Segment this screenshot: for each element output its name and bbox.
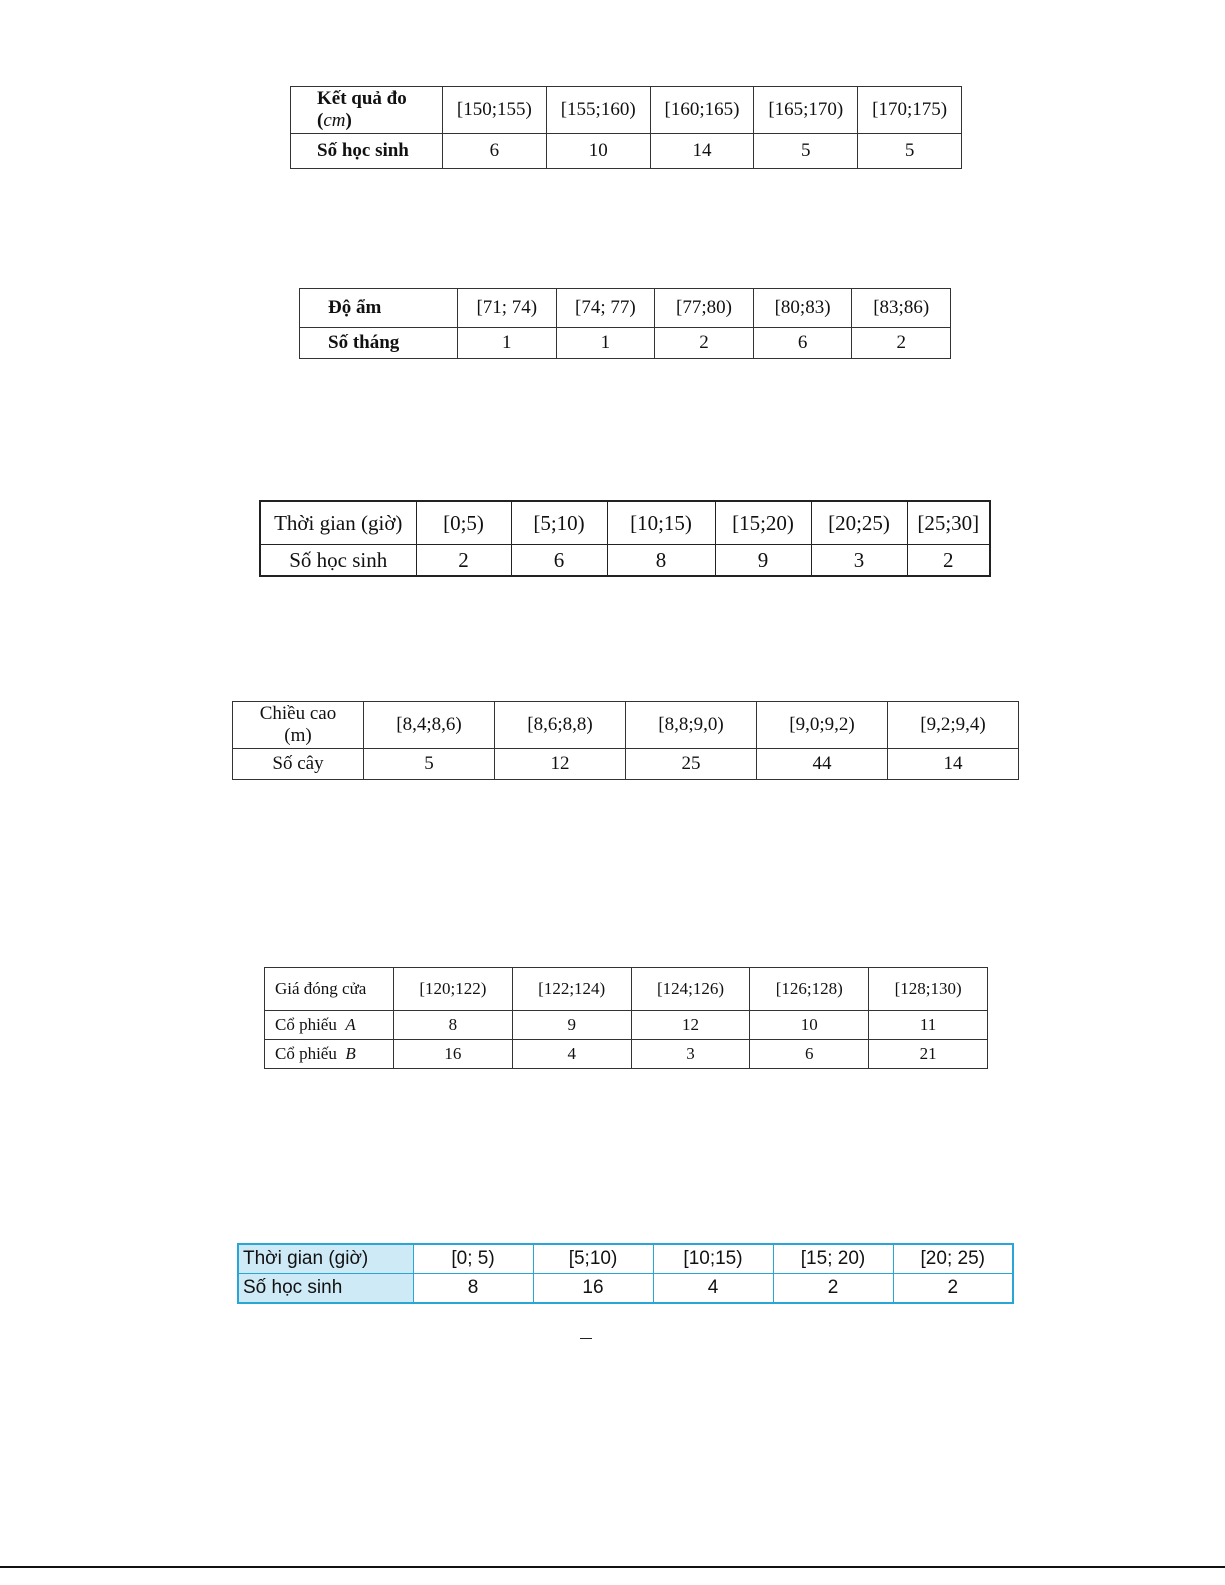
dash-mark <box>580 1338 592 1339</box>
row-header: Chiều cao (m) <box>233 702 364 749</box>
table-cell: [20;25) <box>811 501 907 545</box>
table-row <box>300 289 951 328</box>
table-stock-prices <box>264 967 988 1069</box>
table-cell: 1 <box>556 328 655 359</box>
table-cell: [20; 25) <box>893 1244 1013 1274</box>
table-cell: [165;170) <box>754 87 858 134</box>
table-cell: [5;10) <box>511 501 607 545</box>
table-cell: [124;126) <box>631 968 750 1011</box>
table-humidity <box>299 288 951 359</box>
row-header: Số học sinh <box>238 1274 413 1304</box>
table-cell: [0; 5) <box>413 1244 533 1274</box>
table-row <box>233 749 1019 780</box>
table-cell: 9 <box>715 545 811 577</box>
table-cell: 2 <box>852 328 951 359</box>
table-cell: [10;15) <box>607 501 715 545</box>
table-cell: 10 <box>546 134 650 169</box>
table-cell: [15; 20) <box>773 1244 893 1274</box>
table-row <box>265 1040 988 1069</box>
table-cell: 21 <box>869 1040 988 1069</box>
row-header: Số cây <box>233 749 364 780</box>
table-cell: [5;10) <box>533 1244 653 1274</box>
table-cell: 3 <box>631 1040 750 1069</box>
table-cell: [155;160) <box>546 87 650 134</box>
table-cell: 6 <box>753 328 852 359</box>
table-cell: 6 <box>443 134 547 169</box>
row-header: Số tháng <box>300 328 458 359</box>
table-cell: 44 <box>757 749 888 780</box>
table-cell: 14 <box>888 749 1019 780</box>
table-cell: 2 <box>416 545 511 577</box>
table-cell: [0;5) <box>416 501 511 545</box>
table-cell: 2 <box>655 328 754 359</box>
table-cell: [71; 74) <box>458 289 557 328</box>
table-tree-height <box>232 701 1019 780</box>
table-row <box>265 968 988 1011</box>
table-cell: [126;128) <box>750 968 869 1011</box>
table-cell: [9,2;9,4) <box>888 702 1019 749</box>
table-cell: [15;20) <box>715 501 811 545</box>
table-cell: 6 <box>511 545 607 577</box>
table-cell: 4 <box>653 1274 773 1304</box>
table-cell: 11 <box>869 1011 988 1040</box>
table-cell: [80;83) <box>753 289 852 328</box>
table-cell: [25;30] <box>907 501 990 545</box>
table-cell: 8 <box>413 1274 533 1304</box>
table-cell: 2 <box>893 1274 1013 1304</box>
table-cell: [8,4;8,6) <box>364 702 495 749</box>
table-row <box>291 87 962 134</box>
table-row <box>300 328 951 359</box>
table-cell: 14 <box>650 134 754 169</box>
table-cell: [160;165) <box>650 87 754 134</box>
row-header: Cổ phiếu B <box>265 1040 394 1069</box>
table-cell: 5 <box>754 134 858 169</box>
table-cell: 2 <box>773 1274 893 1304</box>
table-row <box>238 1244 1013 1274</box>
table-row <box>291 134 962 169</box>
table-row <box>265 1011 988 1040</box>
table-cell: 16 <box>533 1274 653 1304</box>
table-cell: 16 <box>394 1040 513 1069</box>
table-cell: 9 <box>512 1011 631 1040</box>
table-cell: [9,0;9,2) <box>757 702 888 749</box>
page-bottom-rule <box>0 1566 1225 1568</box>
row-header: Thời gian (giờ) <box>260 501 416 545</box>
table-study-time-blue <box>237 1243 1014 1304</box>
row-header: Thời gian (giờ) <box>238 1244 413 1274</box>
table-height-measurements <box>290 86 962 169</box>
table-cell: [83;86) <box>852 289 951 328</box>
table-cell: [77;80) <box>655 289 754 328</box>
table-cell: [150;155) <box>443 87 547 134</box>
row-header: Kết quả đo (cm) <box>291 87 443 134</box>
table-cell: 6 <box>750 1040 869 1069</box>
table-cell: [74; 77) <box>556 289 655 328</box>
table-cell: 10 <box>750 1011 869 1040</box>
table-cell: 8 <box>607 545 715 577</box>
row-header: Độ ẩm <box>300 289 458 328</box>
table-cell: 12 <box>631 1011 750 1040</box>
table-cell: 3 <box>811 545 907 577</box>
table-cell: [122;124) <box>512 968 631 1011</box>
table-cell: 1 <box>458 328 557 359</box>
table-row <box>233 702 1019 749</box>
table-cell: 2 <box>907 545 990 577</box>
table-cell: 5 <box>364 749 495 780</box>
table-study-time <box>259 500 991 577</box>
row-header: Số học sinh <box>260 545 416 577</box>
row-header: Giá đóng cửa <box>265 968 394 1011</box>
table-row <box>260 545 990 577</box>
table-cell: [10;15) <box>653 1244 773 1274</box>
table-cell: [128;130) <box>869 968 988 1011</box>
table-cell: 25 <box>626 749 757 780</box>
table-cell: [120;122) <box>394 968 513 1011</box>
table-cell: [170;175) <box>858 87 962 134</box>
table-row <box>260 501 990 545</box>
table-cell: 4 <box>512 1040 631 1069</box>
table-row <box>238 1274 1013 1304</box>
table-cell: 12 <box>495 749 626 780</box>
table-cell: 8 <box>394 1011 513 1040</box>
row-header: Cổ phiếu A <box>265 1011 394 1040</box>
table-cell: [8,6;8,8) <box>495 702 626 749</box>
table-cell: [8,8;9,0) <box>626 702 757 749</box>
row-header: Số học sinh <box>291 134 443 169</box>
table-cell: 5 <box>858 134 962 169</box>
